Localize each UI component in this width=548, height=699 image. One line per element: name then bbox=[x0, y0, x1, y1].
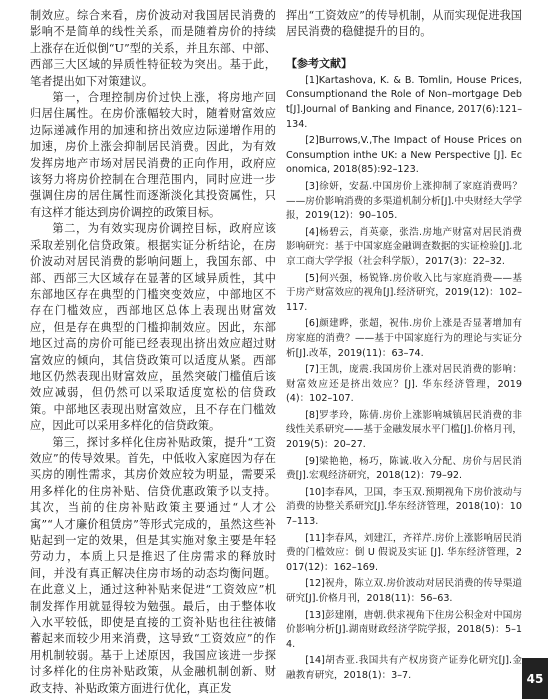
reference-item: [11]李春风，刘建江，齐祥芹.房价上涨影响居民消费的门槛效应：倒 U 假说及实证 [J]. 华东经济管理，2017(12)：162–169. bbox=[286, 532, 522, 573]
body-paragraph: 第二，为有效实现房价调控目标，政府应该采取差别化信贷政策。根据实证分析结论，在房价波动对居民消费的影响问题上，我国东部、中部、西部三大区域存在显著的区域异质性，其中东部地区存在典型的门槛突变效应，中部地区不存在门槛效应，西部地区总体上表现出财富效应，但是存在典型的门槛抑制效应。因此，东部地区过高的房价可能已经表现出挤出效应超过财富效应的倾向，其信贷政策可以适度从紧。西部地区仍然表现出财富效应，虽然突破门槛值后该效应减弱，但仍然可以采取适度宽松的信贷政策。中部地区表现出财富效应，且不存在门槛效应，因此可以采用多样化的信贷政策。 bbox=[30, 222, 276, 433]
right-column bbox=[286, 8, 522, 686]
reference-item: [12]祝舟，陈立双.房价波动对居民消费的传导渠道研究[J].价格月刊，2018(11)：56–63. bbox=[286, 578, 522, 604]
body-paragraph: 挥出“工资效应”的传导机制，从而实现促进我国居民消费的稳健提升的目的。 bbox=[286, 9, 522, 39]
reference-item: [5]何兴强，杨锐锋.房价收入比与家庭消费——基于房产财富效应的视角[J].经济研究，2019(12)：102–117. bbox=[286, 272, 522, 313]
reference-item: [1]Kartashova, K. & B. Tomlin, House Prices, Consumptionand the Role of Non–mortgage Debt[J].Journal of Banking and Finance, 2017(6):121–134. bbox=[286, 74, 522, 130]
page-number: 45 bbox=[526, 671, 544, 686]
reference-item: [13]彭建刚，唐朝.供求视角下住房公积金对中国房价影响分析[J].湖南财政经济学院学报，2018(5)：5–14. bbox=[286, 609, 522, 650]
body-paragraph: 制效应。综合来看，房价波动对我国居民消费的影响不是简单的线性关系，而是随着房价的持续上涨存在近似倒“U”型的关系，并且东部、中部、西部三大区域的异质性特征较为突出。基于此，笔者提出如下对策建议。 bbox=[30, 9, 276, 88]
reference-item: [2]Burrows,V.,The Impact of House Prices on Consumption inthe UK: a New Perspective [J]. Economica, 2018(85):92–123. bbox=[286, 135, 522, 176]
reference-item: [14]胡杏亚.我国共有产权房资产证券化研究[J].金融教育研究，2018(1)：3–7. bbox=[286, 655, 522, 681]
reference-list bbox=[286, 74, 522, 684]
page-number-tab bbox=[522, 658, 548, 699]
reference-item: [8]罗孝玲，陈倩.房价上涨影响城镇居民消费的非线性关系研究——基于金融发展水平门槛[J].价格月刊，2019(5)：20–27. bbox=[286, 409, 522, 451]
reference-item: [6]颜建晔，张超，祝伟.房价上涨是否显著增加有房家庭的消费？——基于中国家庭行为的理论与实证分析[J].改革，2019(11)：63–74. bbox=[286, 318, 522, 359]
reference-item: [3]徐妍，安磊.中国房价上涨抑制了家庭消费吗？——房价影响消费的多渠道机制分析[J].中央财经大学学报，2019(12)：90–105. bbox=[286, 180, 522, 222]
body-paragraph: 第三，探讨多样化住房补贴政策，提升“工资效应”的传导效果。首先，中低收入家庭因为存在买房的刚性需求，其房价效应较为明显，需要采用多样化的住房补贴、信贷优惠政策予以支持。其次，当前的住房补贴政策主要通过“人才公寓”“人才廉价租赁房”等形式完成的，虽然这些补贴起到一定的效果，但是其实施对象主要是年轻劳动力，本质上只是推迟了住房需求的释放时间，并没有真正解决住房市场的动态均衡问题。在此意义上，通过这种补贴来促进“工资效应”机制发挥作用就显得较为勉强。最后，由于整体收入水平较低，即使是直接的工资补贴也往往被储蓄起来而较少用来消费，这导致“工资效应”的作用机制较弱。基于上述原因，我国应该进一步探讨多样化的住房补贴政策，从金融机制创新、财政支持、补贴政策方面进行优化，真正发 bbox=[30, 435, 276, 695]
reference-item: [9]梁艳艳，杨巧，陈诚.收入分配、房价与居民消费[J].宏观经济研究，2018(12)：79–92. bbox=[286, 455, 522, 482]
left-column bbox=[30, 8, 276, 697]
body-paragraph: 第一，合理控制房价过快上涨，将房地产回归居住属性。在房价涨幅较大时，随着财富效应边际递减作用的加速和挤出效应边际递增作用的加速，房价上涨会抑制居民消费。因此，为有效发挥房地产市场对居民消费的正向作用，政府应该努力将房价控制在合理范围内，同时应进一步强调住房的居住属性而逐渐淡化其投资属性，只有这样才能达到房价调控的政策目标。 bbox=[30, 91, 276, 219]
reference-item: [4]杨碧云，肖英豪，张浩.房地产财富对居民消费影响研究：基于中国家庭金融调查数据的实证检验[J].北京工商大学学报（社会科学版），2017(3)：22–32. bbox=[286, 226, 522, 267]
references-title: 【参考文献】 bbox=[286, 56, 352, 70]
reference-item: [7]王凯，庞震.我国房价上涨对居民消费的影响：财富效应还是挤出效应？[J]. 华东经济管理，2019(4)：102–107. bbox=[286, 364, 522, 405]
reference-item: [10]李春风，卫国，李玉双.预期视角下房价波动与消费的协整关系研究[J].华东经济管理，2018(10)：107–113. bbox=[286, 486, 522, 528]
